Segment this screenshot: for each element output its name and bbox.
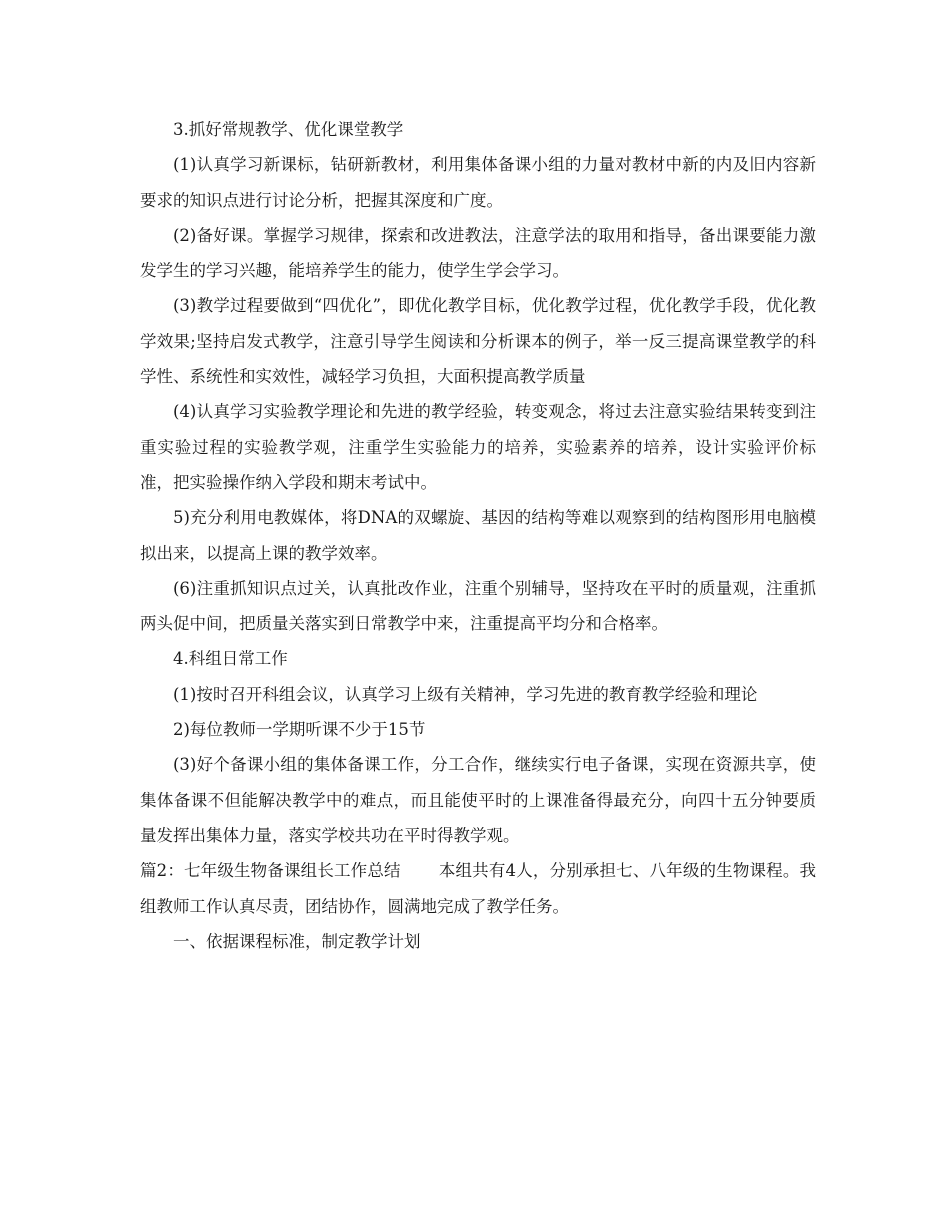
paragraph-3-5: 5)充分利用电教媒体，将DNA的双螺旋、基因的结构等难以观察到的结构图形用电脑模拟出来，以提高上课的教学效率。 <box>140 508 816 563</box>
section2-body: 本组共有4人，分别承担七、八年级的生物课程。我组教师工作认真尽责，团结协作，圆满地完成了教学任务。 <box>140 861 817 916</box>
document-body <box>140 112 816 959</box>
paragraph-4-1: (1)按时召开科组会议，认真学习上级有关精神，学习先进的教育教学经验和理论 <box>173 684 758 704</box>
heading-one: 一、依据课程标准，制定教学计划 <box>173 931 421 951</box>
paragraph-4-3: (3)好个备课小组的集体备课工作，分工合作，继续实行电子备课，实现在资源共享，使集体备课不但能解决教学中的难点，而且能使平时的上课准备得最充分，向四十五分钟要质量发挥出集体力量，落实学校共功在平时得教学观。 <box>140 755 816 845</box>
paragraph-3-2: (2)备好课。掌握学习规律，探索和改进教法，注意学法的取用和指导，备出课要能力激发学生的学习兴趣，能培养学生的能力，使学生学会学习。 <box>140 225 816 281</box>
section-heading-3: 3.抓好常规教学、优化课堂教学 <box>173 120 404 139</box>
section-heading-4: 4.科组日常工作 <box>173 649 288 669</box>
section2-title: 篇2：七年级生物备课组长工作总结 <box>140 861 401 881</box>
paragraph-3-4: (4)认真学习实验教学理论和先进的教学经验，转变观念，将过去注意实验结果转变到注重实验过程的实验教学观，注重学生实验能力的培养，实验素养的培养，设计实验评价标准，把实验操作纳入学段和期末考试中。 <box>140 402 816 492</box>
paragraph-3-1: (1)认真学习新课标，钻研新教材，利用集体备课小组的力量对教材中新的内及旧内容新要求的知识点进行讨论分析，把握其深度和广度。 <box>140 155 816 210</box>
section2-paragraph <box>140 853 816 924</box>
paragraph-3-6: (6)注重抓知识点过关，认真批改作业，注重个别辅导，坚持攻在平时的质量观，注重抓两头促中间，把质量关落实到日常教学中来，注重提高平均分和合格率。 <box>140 578 816 634</box>
paragraph-3-3: (3)教学过程要做到“四优化”，即优化教学目标，优化教学过程，优化教学手段，优化教学效果;坚持启发式教学，注意引导学生阅读和分析课本的例子，举一反三提高课堂教学的科学性、系统性和实效性，减轻学习负担，大面积提高教学质量 <box>140 296 816 387</box>
paragraph-4-2: 2)每位教师一学期听课不少于15节 <box>173 720 426 740</box>
